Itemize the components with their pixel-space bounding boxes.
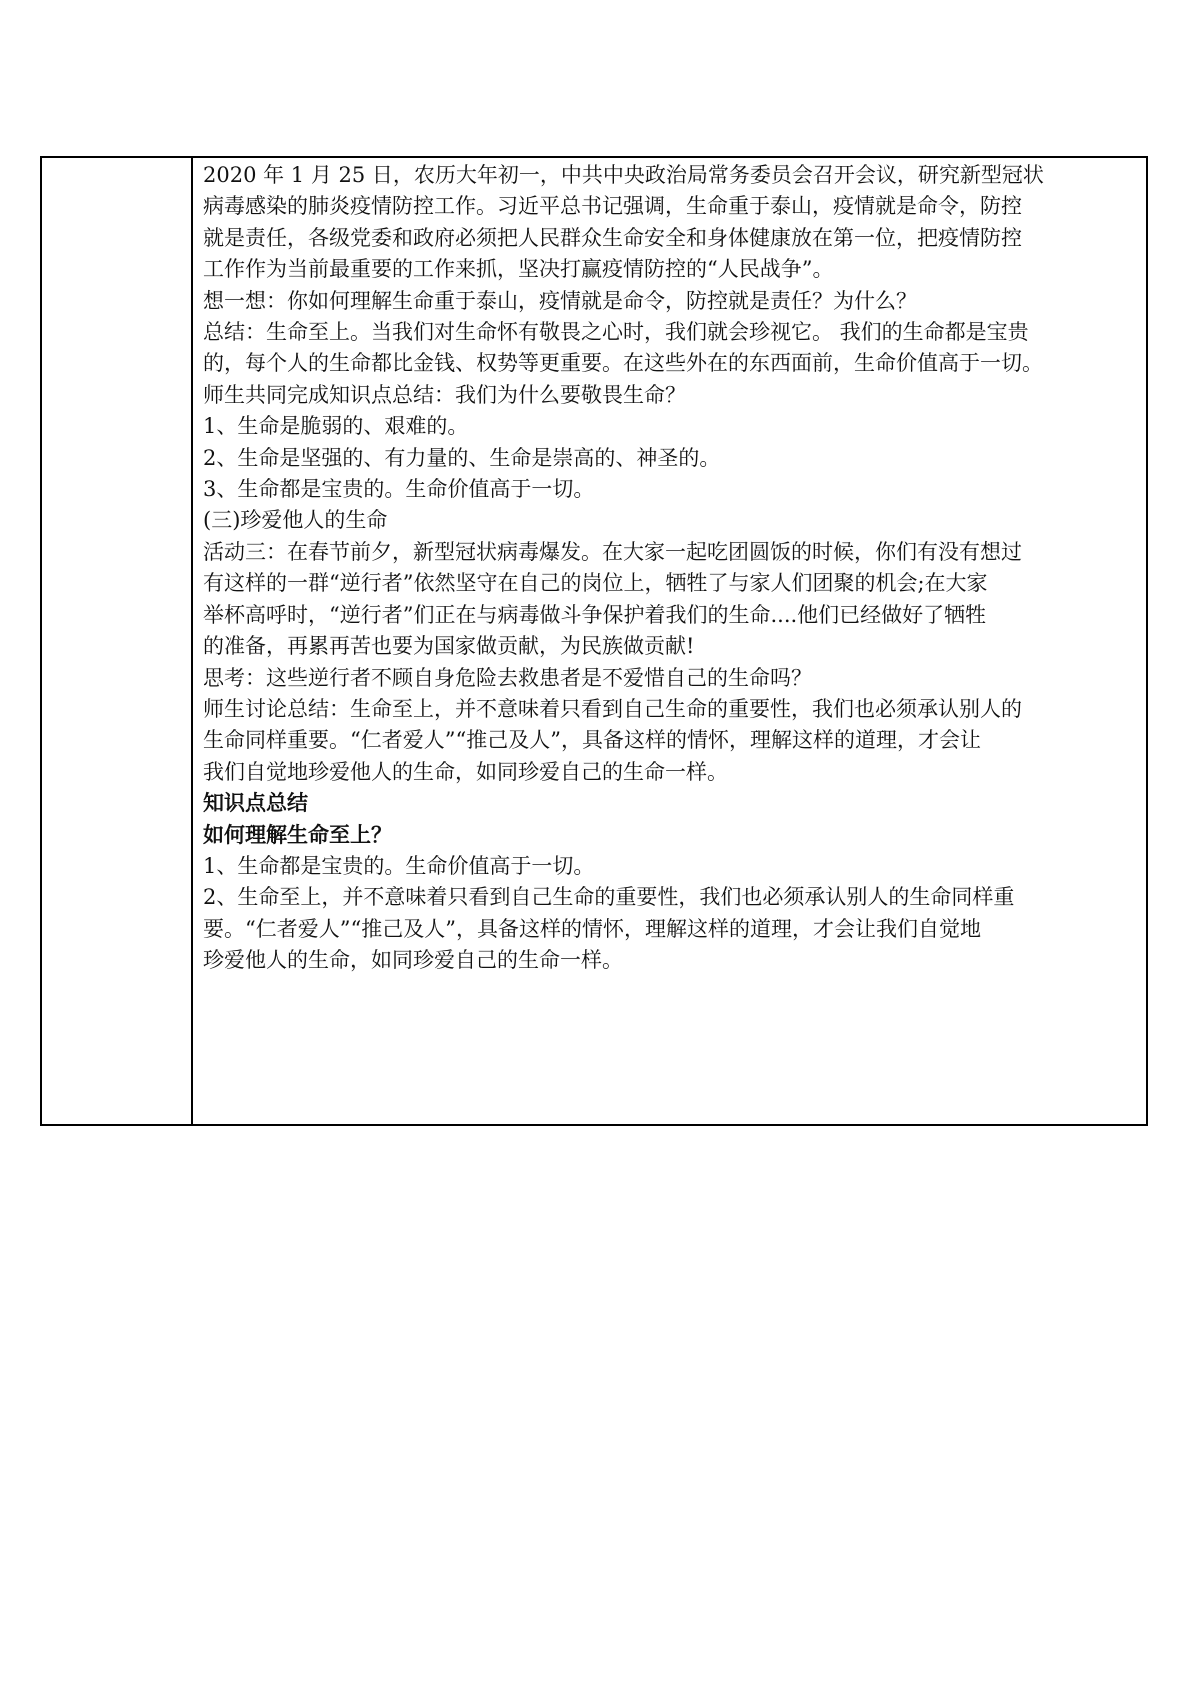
text-line: 生命同样重要。“仁者爱人”“推己及人”，具备这样的情怀，理解这样的道理，才会让 <box>203 728 981 753</box>
summary-heading: 知识点总结 <box>203 791 308 816</box>
text-line: 举杯高呼时，“逆行者”们正在与病毒做斗争保护着我们的生命....他们已经做好了牺牲 <box>203 602 987 627</box>
question-line: 思考：这些逆行者不顾自身危险去救患者是不爱惜自己的生命吗？ <box>203 665 812 690</box>
text-line: 师生讨论总结：生命至上，并不意味着只看到自己生命的重要性，我们也必须承认别人的 <box>203 696 1022 721</box>
list-item: 3、生命都是宝贵的。生命价值高于一切。 <box>203 477 595 502</box>
list-item: 1、生命都是宝贵的。生命价值高于一切。 <box>203 853 595 878</box>
lesson-table <box>40 156 1148 1126</box>
question-line: 想一想：你如何理解生命重于泰山，疫情就是命令，防控就是责任？为什么？ <box>203 288 917 313</box>
text-line: 病毒感染的肺炎疫情防控工作。习近平总书记强调，生命重于泰山，疫情就是命令，防控 <box>203 194 1022 219</box>
text-line: 活动三：在春节前夕，新型冠状病毒爆发。在大家一起吃团圆饭的时候，你们有没有想过 <box>203 539 1022 564</box>
text-line: 2020 年 1 月 25 日，农历大年初一，中共中央政治局常务委员会召开会议，研究新型冠状 <box>203 163 1044 187</box>
summary-question: 如何理解生命至上？ <box>203 822 392 847</box>
list-item: 2、生命至上，并不意味着只看到自己生命的重要性，我们也必须承认别人的生命同样重 <box>203 885 1015 910</box>
text-line: 珍爱他人的生命，如同珍爱自己的生命一样。 <box>203 948 623 973</box>
text-line: 要。“仁者爱人”“推己及人”，具备这样的情怀，理解这样的道理，才会让我们自觉地 <box>203 916 981 941</box>
list-item: 1、生命是脆弱的、艰难的。 <box>203 414 469 439</box>
text-line: 我们自觉地珍爱他人的生命，如同珍爱自己的生命一样。 <box>203 759 728 784</box>
text-line: 总结：生命至上。当我们对生命怀有敬畏之心时，我们就会珍视它。 我们的生命都是宝贵 <box>203 320 1029 345</box>
section-heading: (三)珍爱他人的生命 <box>203 508 388 533</box>
list-item: 2、生命是坚强的、有力量的、生命是崇高的、神圣的。 <box>203 445 721 470</box>
text-line: 的准备，再累再苦也要为国家做贡献，为民族做贡献! <box>203 634 695 659</box>
text-line: 就是责任，各级党委和政府必须把人民群众生命安全和身体健康放在第一位，把疫情防控 <box>203 225 1022 250</box>
text-line: 有这样的一群“逆行者”依然坚守在自己的岗位上，牺牲了与家人们团聚的机会;在大家 <box>203 571 988 596</box>
left-empty-cell <box>42 158 193 1124</box>
text-line: 工作作为当前最重要的工作来抓，坚决打赢疫情防控的“人民战争”。 <box>203 257 834 282</box>
lesson-content-cell <box>193 158 1146 1124</box>
text-line: 师生共同完成知识点总结：我们为什么要敬畏生命？ <box>203 382 686 407</box>
text-line: 的，每个人的生命都比金钱、权势等更重要。在这些外在的东西面前，生命价值高于一切。 <box>203 351 1043 376</box>
